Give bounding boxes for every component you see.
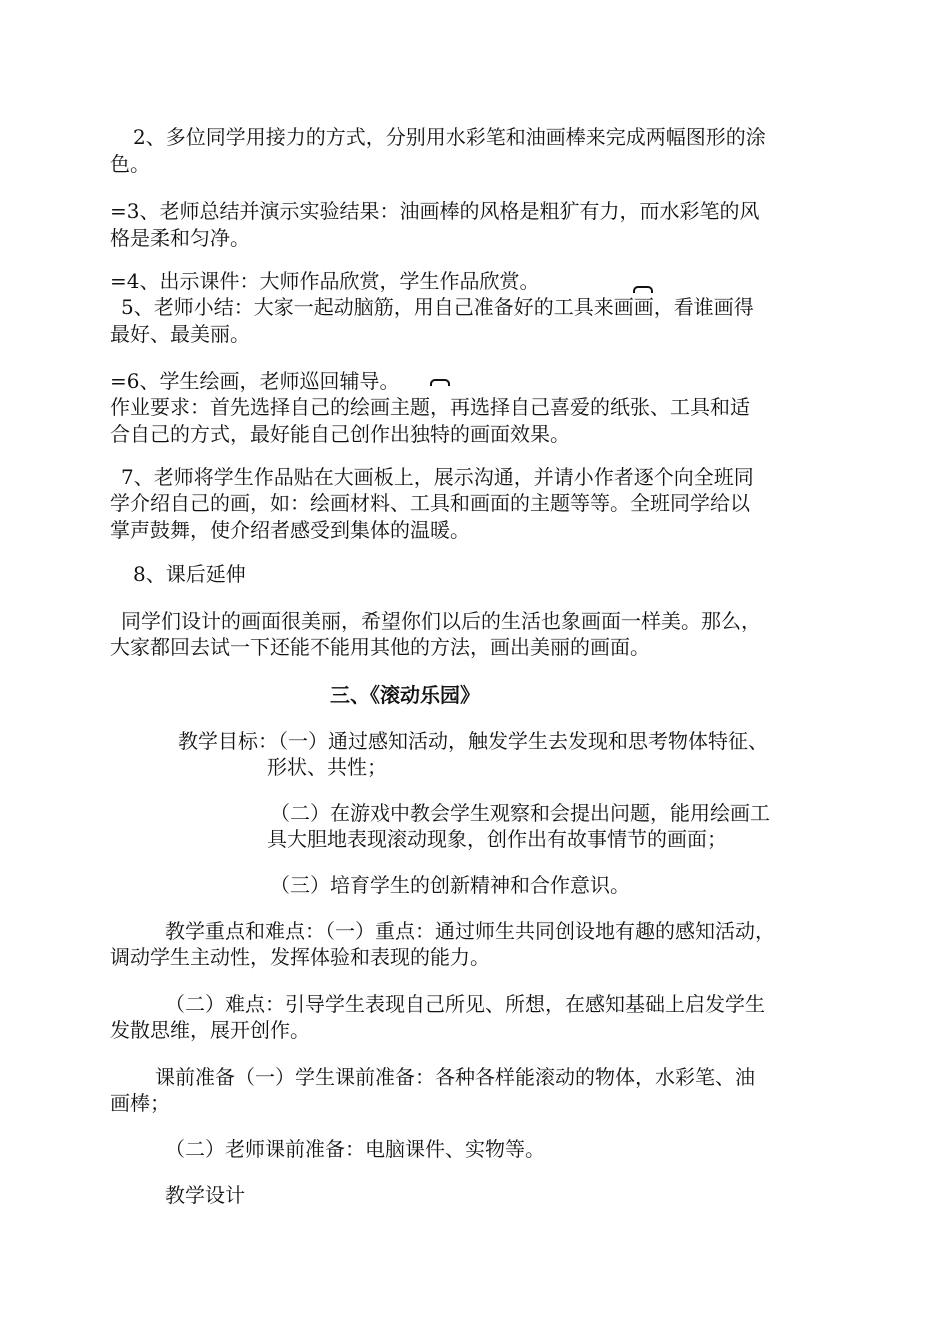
text-line: 8、课后延伸 bbox=[133, 562, 246, 586]
text-line: 合自己的方式，最好能自己创作出独特的画面效果。 bbox=[110, 422, 570, 446]
text-line: =6、学生绘画，老师巡回辅导。 bbox=[110, 369, 400, 393]
text-line: 7、老师将学生作品贴在大画板上，展示沟通，并请小作者逐个向全班同 bbox=[121, 465, 754, 489]
text-line: 作业要求：首先选择自己的绘画主题，再选择自己喜爱的纸张、工具和适 bbox=[110, 395, 750, 419]
bracket-mark bbox=[430, 379, 450, 386]
text-line: 画棒； bbox=[110, 1091, 170, 1115]
text-line: 教学重点和难点：（一）重点：通过师生共同创设地有趣的感知活动， bbox=[165, 919, 775, 943]
text-line: （三）培育学生的创新精神和合作意识。 bbox=[270, 873, 630, 897]
text-line: 最好、最美丽。 bbox=[110, 322, 250, 346]
text-line: =3、老师总结并演示实验结果：油画棒的风格是粗犷有力，而水彩笔的风 bbox=[110, 199, 760, 223]
text-line: 学介绍自己的画，如：绘画材料、工具和画面的主题等等。全班同学给以 bbox=[110, 491, 750, 515]
text-line: 5、老师小结：大家一起动脑筋，用自己准备好的工具来画画，看谁画得 bbox=[121, 295, 754, 319]
text-line: （二）老师课前准备：电脑课件、实物等。 bbox=[165, 1137, 545, 1161]
bracket-mark bbox=[633, 286, 653, 293]
text-line: =4、出示课件：大师作品欣赏，学生作品欣赏。 bbox=[110, 269, 540, 293]
text-line: 大家都回去试一下还能不能用其他的方法，画出美丽的画面。 bbox=[110, 635, 650, 659]
text-line: （二）难点：引导学生表现自己所见、所想，在感知基础上启发学生 bbox=[165, 992, 765, 1016]
text-line: 同学们设计的画面很美丽，希望你们以后的生活也象画面一样美。那么， bbox=[121, 609, 761, 633]
section-title: 三、《滚动乐园》 bbox=[330, 683, 480, 707]
text-line: 教学目标：（一）通过感知活动，触发学生去发现和思考物体特征、 bbox=[178, 729, 768, 753]
text-line: 形状、共性； bbox=[267, 755, 387, 779]
text-line: 发散思维，展开创作。 bbox=[110, 1018, 310, 1042]
text-line: 掌声鼓舞，使介绍者感受到集体的温暖。 bbox=[110, 518, 470, 542]
text-line: 色。 bbox=[110, 152, 150, 176]
text-line: 具大胆地表现滚动现象，创作出有故事情节的画面； bbox=[267, 827, 727, 851]
text-line: 教学设计 bbox=[165, 1183, 245, 1207]
text-line: 课前准备（一）学生课前准备：各种各样能滚动的物体，水彩笔、油 bbox=[155, 1065, 755, 1089]
text-line: 2、多位同学用接力的方式，分别用水彩笔和油画棒来完成两幅图形的涂 bbox=[133, 125, 766, 149]
text-line: 调动学生主动性，发挥体验和表现的能力。 bbox=[110, 945, 490, 969]
text-line: （二）在游戏中教会学生观察和会提出问题，能用绘画工 bbox=[270, 801, 770, 825]
text-line: 格是柔和匀净。 bbox=[110, 226, 250, 250]
